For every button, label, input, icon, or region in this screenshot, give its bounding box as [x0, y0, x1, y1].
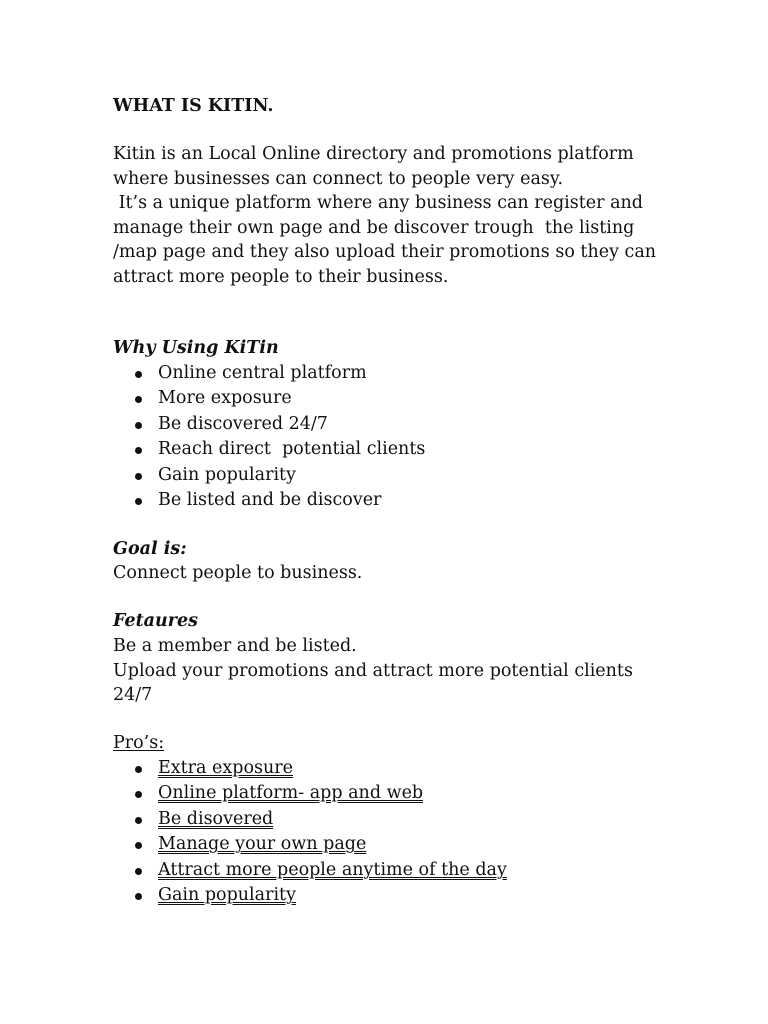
intro-line: attract more people to their business. [113, 266, 449, 287]
features-line: Upload your promotions and attract more potential clients [113, 660, 633, 681]
goal-heading: Goal is: [113, 539, 187, 559]
pros-list-item [113, 807, 507, 832]
intro-line: /map page and they also upload their promotions so they can [113, 242, 657, 262]
features-line: Be a member and be listed. [113, 636, 357, 656]
pros-heading [113, 731, 164, 756]
features-line: 24/7 [113, 685, 153, 705]
why-heading: Why Using KiTin [113, 338, 279, 358]
why-list-item: Gain popularity [113, 463, 425, 488]
page-title: WHAT IS KITIN. [113, 96, 274, 116]
pros-list-item [113, 832, 507, 857]
pros-list-item [113, 883, 507, 908]
features-heading: Fetaures [113, 611, 198, 631]
pros-list-item [113, 858, 507, 883]
intro-line: manage their own page and be discover trough the listing [113, 217, 635, 238]
goal-text: Connect people to business. [113, 563, 363, 583]
intro-line: where businesses can connect to people very easy. [113, 168, 564, 189]
intro-line: It’s a unique platform where any business can register and [113, 193, 643, 213]
intro-paragraph [113, 142, 656, 289]
why-list-item: Be listed and be discover [113, 488, 425, 513]
pros-list-item [113, 756, 507, 781]
pros-item-label: Manage your own page [158, 834, 367, 855]
why-list-item: More exposure [113, 386, 425, 411]
pros-item-label: Extra exposure [158, 758, 293, 778]
features-text [113, 634, 633, 708]
why-list-item: Online central platform [113, 361, 425, 386]
pros-item-label: Be disovered [158, 808, 274, 829]
pros-list-item [113, 781, 507, 806]
why-list [113, 361, 425, 513]
pros-list [113, 756, 507, 908]
pros-item-label: Online platform- app and web [158, 783, 424, 804]
why-list-item: Be discovered 24/7 [113, 412, 425, 437]
why-list-item: Reach direct potential clients [113, 437, 425, 462]
intro-line: Kitin is an Local Online directory and promotions platform [113, 144, 634, 164]
pros-heading-label: Pro’s: [113, 733, 165, 753]
pros-item-label: Attract more people anytime of the day [158, 859, 507, 880]
pros-item-label: Gain popularity [158, 884, 296, 905]
